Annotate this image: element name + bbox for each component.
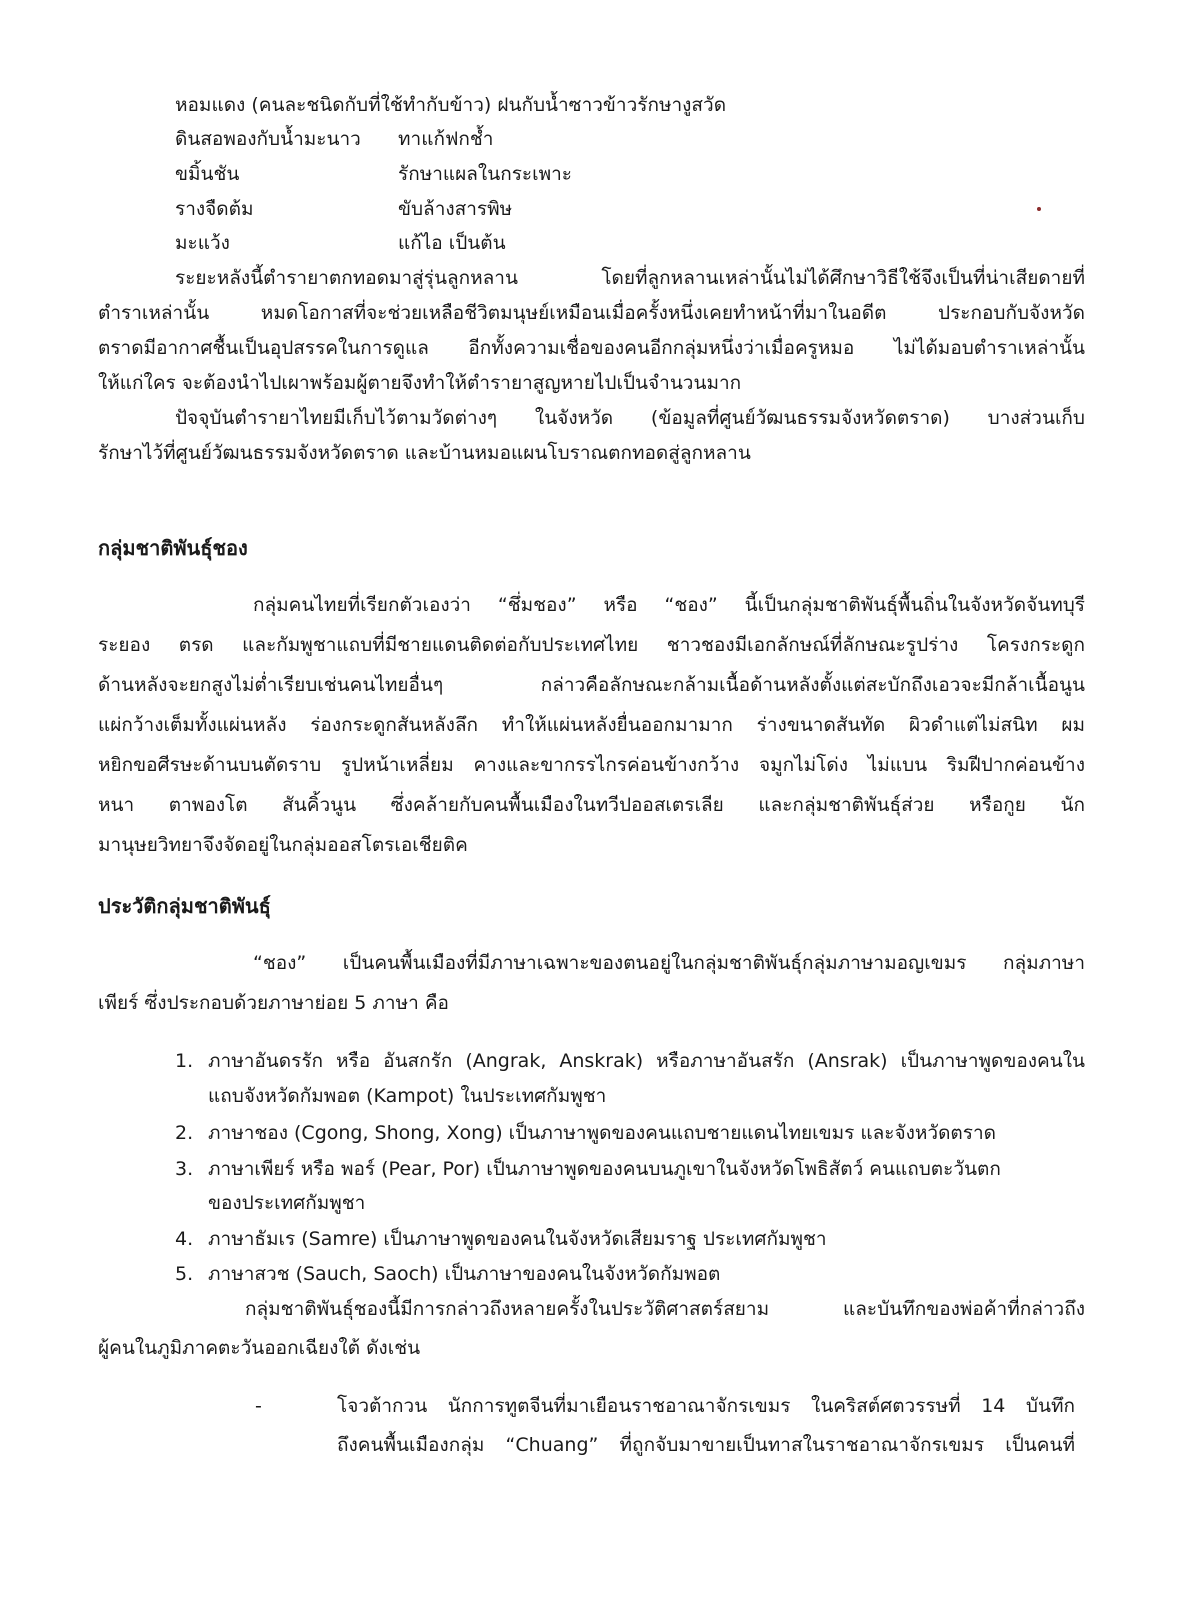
list-item-line: ของประเทศกัมพูชา — [208, 1192, 366, 1214]
bullet-line: โจวต้ากวน นักการทูตจีนที่มาเยือนราชอาณาจักรเขมร ในคริสต์ศตวรรษที่ 14 บันทึก — [337, 1395, 1075, 1417]
paragraph-line: กลุ่มคนไทยที่เรียกตัวเองว่า “ชึ่มชอง” หรือ “ชอง” นี้เป็นกลุ่มชาติพันธุ์พื้นถิ่นในจังหวัดจันทบุรี — [253, 594, 1085, 616]
paragraph-line: หนา ตาพองโต สันคิ้วนูน ซึ่งคล้ายกับคนพื้นเมืองในทวีปออสเตรเลีย และกลุ่มชาติพันธุ์ส่วย หรือกูย นัก — [98, 794, 1085, 816]
scan-speck — [1037, 207, 1041, 211]
list-number: 5. — [175, 1263, 194, 1285]
list-item-line: ภาษาอันดรรัก หรือ อันสกรัก (Angrak, Anskrak) หรือภาษาอันสรัก (Ansrak) เป็นภาษาพูดของคนใน — [208, 1050, 1085, 1072]
list-item-line: ภาษาธัมเร (Samre) เป็นภาษาพูดของคนในจังหวัดเสียมราฐ ประเทศกัมพูชา — [208, 1228, 827, 1250]
intro-line: หอมแดง (คนละชนิดกับที่ใช้ทำกับข้าว) ฝนกับน้ำซาวข้าวรักษางูสวัด — [175, 94, 727, 116]
list-item-line: ภาษาชอง (Cgong, Shong, Xong) เป็นภาษาพูดของคนแถบชายแดนไทยเขมร และจังหวัดตราด — [208, 1122, 996, 1144]
paragraph-line: ระยอง ตรด และกัมพูชาแถบที่มีชายแดนติดต่อกับประเทศไทย ชาวชองมีเอกลักษณ์ที่ลักษณะรูปร่าง โครงกระดูก — [98, 634, 1085, 656]
paragraph-line: ระยะหลังนี้ตำรายาตกทอดมาสู่รุ่นลูกหลาน โดยที่ลูกหลานเหล่านั้นไม่ได้ศึกษาวิธีใช้จึงเป็นที่น่าเสียดายที่ — [175, 267, 1085, 289]
paragraph-line: กลุ่มชาติพันธุ์ชองนี้มีการกล่าวถึงหลายครั้งในประวัติศาสตร์สยาม และบันทึกของพ่อค้าที่กล่าวถึง — [245, 1298, 1085, 1320]
paragraph-line: ปัจจุบันตำรายาไทยมีเก็บไว้ตามวัดต่างๆ ในจังหวัด (ข้อมูลที่ศูนย์วัฒนธรรมจังหวัดตราด) บางส่วนเก็บ — [175, 407, 1085, 429]
list-number: 4. — [175, 1228, 194, 1250]
paragraph-line: “ชอง” เป็นคนพื้นเมืองที่มีภาษาเฉพาะของตนอยู่ในกลุ่มชาติพันธุ์กลุ่มภาษามอญเขมร กลุ่มภาษา — [253, 952, 1085, 974]
section-heading: ประวัติกลุ่มชาติพันธุ์ — [98, 894, 271, 918]
list-item-line: ภาษาสวช (Sauch, Saoch) เป็นภาษาของคนในจังหวัดกัมพอต — [208, 1263, 721, 1285]
remedy-name: ดินสอพองกับน้ำมะนาว — [175, 128, 361, 150]
paragraph-line: หยิกขอศีรษะด้านบนตัดราบ รูปหน้าเหลี่ยม คางและขากรรไกรค่อนข้างกว้าง จมูกไม่โด่ง ไม่แบน ริมฝีปากค่อนข้าง — [98, 754, 1085, 776]
bullet-line: ถึงคนพื้นเมืองกลุ่ม “Chuang” ที่ถูกจับมาขายเป็นทาสในราชอาณาจักรเขมร เป็นคนที่ — [337, 1434, 1075, 1456]
remedy-use: ทาแก้ฟกช้ำ — [398, 128, 494, 150]
remedy-use: ขับล้างสารพิษ — [398, 198, 513, 220]
paragraph-line: เพียร์ ซึ่งประกอบด้วยภาษาย่อย 5 ภาษา คือ — [98, 992, 449, 1014]
remedy-name: รางจืดต้ม — [175, 198, 254, 220]
paragraph-line: ผู้คนในภูมิภาคตะวันออกเฉียงใต้ ดังเช่น — [98, 1337, 421, 1359]
remedy-use: แก้ไอ เป็นต้น — [398, 232, 506, 254]
paragraph-line: รักษาไว้ที่ศูนย์วัฒนธรรมจังหวัดตราด และบ้านหมอแผนโบราณตกทอดสู่ลูกหลาน — [98, 442, 751, 464]
paragraph-line: ตราดมีอากาศชื้นเป็นอุปสรรคในการดูแล อีกทั้งความเชื่อของคนอีกกลุ่มหนึ่งว่าเมื่อครูหมอ ไม่ได้มอบตำราเหล่านั้น — [98, 337, 1085, 359]
paragraph-line: ตำราเหล่านั้น หมดโอกาสที่จะช่วยเหลือชีวิตมนุษย์เหมือนเมื่อครั้งหนึ่งเคยทำหน้าที่มาในอดีต ประกอบกับจังหวัด — [98, 302, 1085, 324]
paragraph-line: แผ่กว้างเต็มทั้งแผ่นหลัง ร่องกระดูกสันหลังลึก ทำให้แผ่นหลังยื่นออกมามาก ร่างขนาดสันทัด ผิวดำแต่ไม่สนิท ผม — [98, 714, 1085, 736]
paragraph-line: ให้แก่ใคร จะต้องนำไปเผาพร้อมผู้ตายจึงทำให้ตำรายาสูญหายไปเป็นจำนวนมาก — [98, 372, 742, 394]
remedy-name: ขมิ้นชัน — [175, 163, 240, 185]
remedy-use: รักษาแผลในกระเพาะ — [398, 163, 572, 185]
section-heading: กลุ่มชาติพันธุ์ชอง — [98, 536, 248, 560]
paragraph-line: ด้านหลังจะยกสูงไม่ต่ำเรียบเช่นคนไทยอื่นๆ กล่าวคือลักษณะกล้ามเนื้อด้านหลังตั้งแต่สะบักถึงเอวจะมีกล้าเนื้อนูน — [98, 674, 1085, 696]
list-number: 1. — [175, 1050, 194, 1072]
paragraph-line: มานุษยวิทยาจึงจัดอยู่ในกลุ่มออสโตรเอเชียติค — [98, 834, 468, 856]
list-number: 3. — [175, 1158, 194, 1180]
list-item-line: แถบจังหวัดกัมพอต (Kampot) ในประเทศกัมพูชา — [208, 1085, 607, 1107]
list-number: 2. — [175, 1122, 194, 1144]
bullet-marker: - — [255, 1395, 262, 1417]
list-item-line: ภาษาเพียร์ หรือ พอร์ (Pear, Por) เป็นภาษาพูดของคนบนภูเขาในจังหวัดโพธิสัตว์ คนแถบตะวันตก — [208, 1158, 1001, 1180]
remedy-name: มะแว้ง — [175, 232, 230, 254]
